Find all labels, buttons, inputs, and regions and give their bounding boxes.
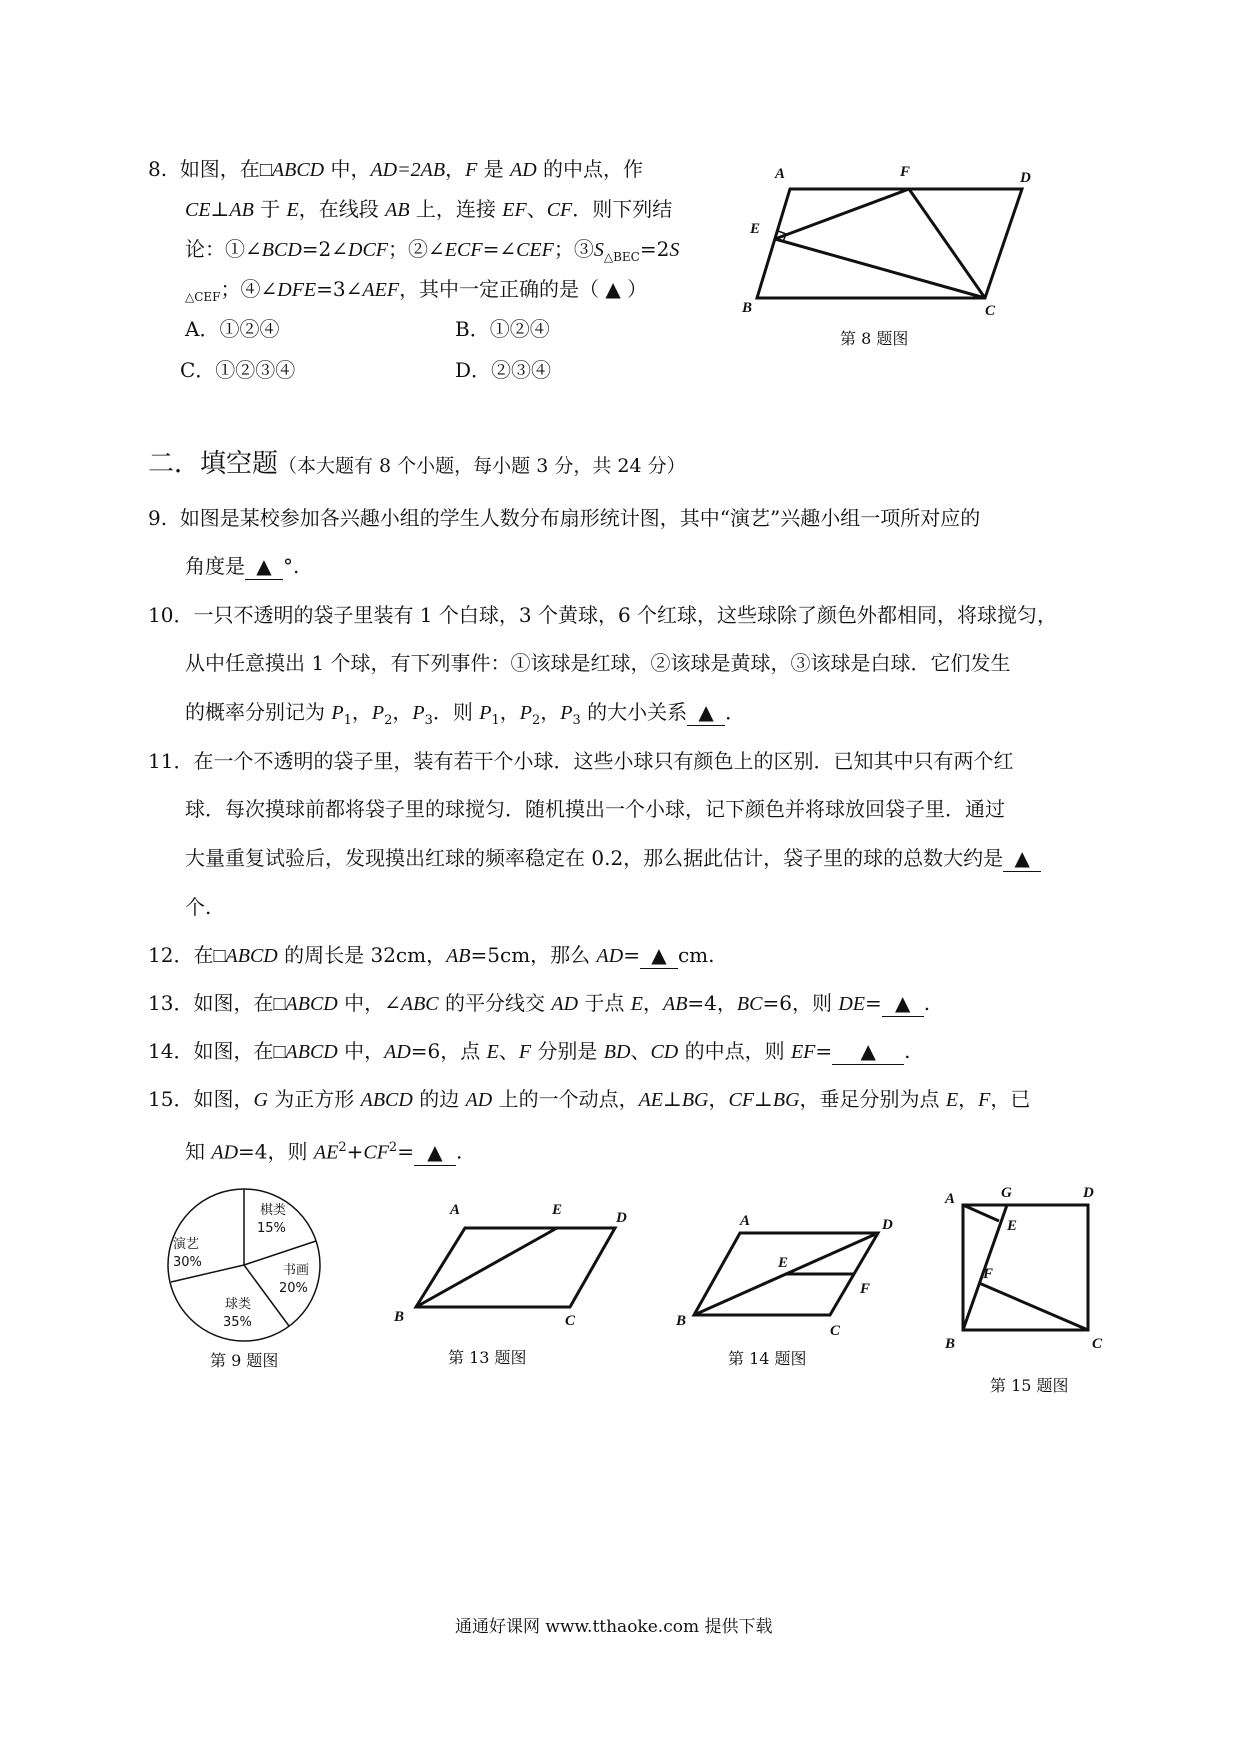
fig14-figure (670, 1205, 910, 1345)
fig13-segment-be (416, 1228, 557, 1307)
q12-answer-blank[interactable]: ▲ (640, 942, 678, 969)
fig15-segment-ae (963, 1205, 999, 1221)
fig9-slice-pct-qilei: 15% (257, 1221, 286, 1236)
q8-line-1: 8. 如图，在□ABCD 中，AD=2AB，F 是 AD 的中点，作 (148, 157, 644, 181)
fig14-label-d: D (882, 1217, 893, 1233)
q8-label-f: F (900, 164, 911, 180)
q8-line-4: $_{\triangle CEF}$；④∠DFE=3∠AEF，其中一定正确的是（ ▲ ） (185, 277, 648, 304)
fig14-caption: 第 14 题图 (728, 1349, 807, 1368)
q13-answer-blank[interactable]: ▲ (882, 990, 924, 1017)
fig15-label-g: G (1001, 1185, 1012, 1201)
q11-line-2: 球．每次摸球前都将袋子里的球搅匀．随机摸出一个小球，记下颜色并将球放回袋子里．通过 (185, 797, 1005, 821)
q15-line-1: 15．如图，G 为正方形 ABCD 的边 AD 上的一个动点，AE⊥BG，CF⊥BG，垂足分别为点 E，F，已 (148, 1087, 1031, 1111)
fig14-label-b: B (676, 1313, 687, 1329)
q11-line-4: 个. (185, 895, 212, 919)
q8-option-c: C．①②③④ (180, 358, 296, 382)
footer-text: 通通好课网 www.tthaoke.com 提供下载 (455, 1617, 773, 1637)
section-heading (148, 448, 686, 482)
q8-label-b: B (742, 300, 753, 316)
section-title: 二．填空题 (148, 449, 279, 479)
fig13-caption: 第 13 题图 (448, 1348, 527, 1367)
q15-line-2: 知 AD=4，则 $AE^2+CF^2=$ ▲ . (185, 1139, 463, 1164)
fig14-label-e: E (778, 1255, 789, 1271)
fig15-segment-cf (979, 1283, 1088, 1330)
fig9-slice-name-shuhua: 书画 (283, 1263, 310, 1278)
q11-line-1: 11．在一个不透明的袋子里，装有若干个小球．这些小球只有颜色上的区别．已知其中只有两个红 (148, 749, 1014, 773)
q9-line-1: 9. 如图是某校参加各兴趣小组的学生人数分布扇形统计图，其中“演艺”兴趣小组一项所对应的 (148, 506, 981, 530)
q8-caption: 第 8 题图 (840, 329, 909, 348)
fig15-label-a: A (945, 1191, 956, 1207)
fig15-label-f: F (983, 1266, 994, 1282)
section-note: （本大题有 8 个小题，每小题 3 分，共 24 分） (278, 455, 686, 477)
q8-option-d: D．②③④ (455, 358, 552, 382)
q15-answer-blank[interactable]: ▲ (414, 1139, 456, 1166)
fig13-label-d: D (616, 1210, 627, 1226)
fig13-figure (390, 1190, 640, 1340)
q8-line-3: 论：①∠BCD=2∠DCF；②∠ECF=∠CEF；$③S_{\triangle BEC}=2S$ (185, 237, 680, 264)
fig9-slice-pct-shuhua: 20% (279, 1281, 308, 1296)
fig15-caption: 第 15 题图 (990, 1376, 1069, 1395)
fig13-label-e: E (552, 1202, 563, 1218)
q11-answer-blank[interactable]: ▲ (1003, 845, 1041, 872)
fig9-pie-chart (165, 1186, 325, 1346)
q8-figure (730, 160, 1050, 330)
fig15-figure (935, 1180, 1115, 1370)
fig14-label-f: F (860, 1281, 871, 1297)
q10-line-2: 从中任意摸出 1 个球，有下列事件：①该球是红球，②该球是黄球，③该球是白球．它们发生 (185, 651, 1011, 675)
q8-option-a: A．①②④ (185, 317, 280, 341)
fig13-label-b: B (394, 1309, 405, 1325)
q8-parallelogram (757, 189, 1022, 298)
fig15-label-b: B (945, 1336, 956, 1352)
fig14-label-c: C (830, 1323, 841, 1339)
fig13-label-a: A (450, 1202, 461, 1218)
fig15-label-c: C (1092, 1336, 1103, 1352)
fig9-slice-name-qiulei: 球类 (225, 1297, 252, 1312)
q10-answer-blank[interactable]: ▲ (687, 699, 725, 726)
q8-segment-ec (775, 239, 985, 298)
q8-label-d: D (1020, 170, 1031, 186)
fig15-label-e: E (1007, 1218, 1018, 1234)
q11-line-3: 大量重复试验后，发现摸出红球的频率稳定在 0.2，那么据此估计，袋子里的球的总数大约是 ▲ (185, 845, 1041, 872)
question-14: 14．如图，在□ABCD 中，AD=6，点 E、F 分别是 BD、CD 的中点，则 EF= ▲ . (148, 1039, 911, 1063)
q14-answer-blank[interactable]: ▲ (832, 1038, 904, 1065)
q10-line-1: 10．一只不透明的袋子里装有 1 个白球，3 个黄球，6 个红球，这些球除了颜色外都相同，将球搅匀， (148, 603, 1058, 627)
q8-label-e: E (750, 221, 761, 237)
fig9-slice-pct-qiulei: 35% (223, 1315, 252, 1330)
fig9-slice-name-yanyi: 演艺 (173, 1237, 200, 1252)
fig13-label-c: C (565, 1313, 576, 1329)
q8-segment-fe (775, 189, 909, 239)
q10-line-3: 的概率分别记为 $P_1$，$P_2$，$P_3$．则 $P_1$，$P_2$，$P_3$ 的大小关系 ▲ ． (185, 700, 746, 728)
fig9-caption: 第 9 题图 (210, 1351, 279, 1370)
q8-label-a: A (775, 166, 786, 182)
q8-label-c: C (985, 303, 996, 319)
fig9-slice-name-qilei: 棋类 (260, 1203, 287, 1218)
q8-option-b: B．①②④ (455, 317, 550, 341)
fig15-label-d: D (1083, 1185, 1094, 1201)
fig9-slice-pct-yanyi: 30% (173, 1255, 202, 1270)
q9-answer-blank[interactable]: ▲ (245, 553, 283, 580)
q9-line-2: 角度是 ▲ °. (185, 554, 300, 578)
q8-line-2: CE⊥AB 于 E，在线段 AB 上，连接 EF、CF．则下列结 (185, 197, 673, 221)
q8-segment-fc (909, 189, 985, 298)
fig14-label-a: A (740, 1213, 751, 1229)
question-13: 13．如图，在□ABCD 中，∠ABC 的平分线交 AD 于点 E，AB=4，BC=6，则 DE= ▲ . (148, 991, 931, 1015)
fig13-parallelogram (416, 1228, 615, 1307)
fig15-square (963, 1205, 1088, 1330)
question-12: 12．在□ABCD 的周长是 32cm，AB=5cm，那么 AD= ▲ cm. (148, 943, 715, 967)
